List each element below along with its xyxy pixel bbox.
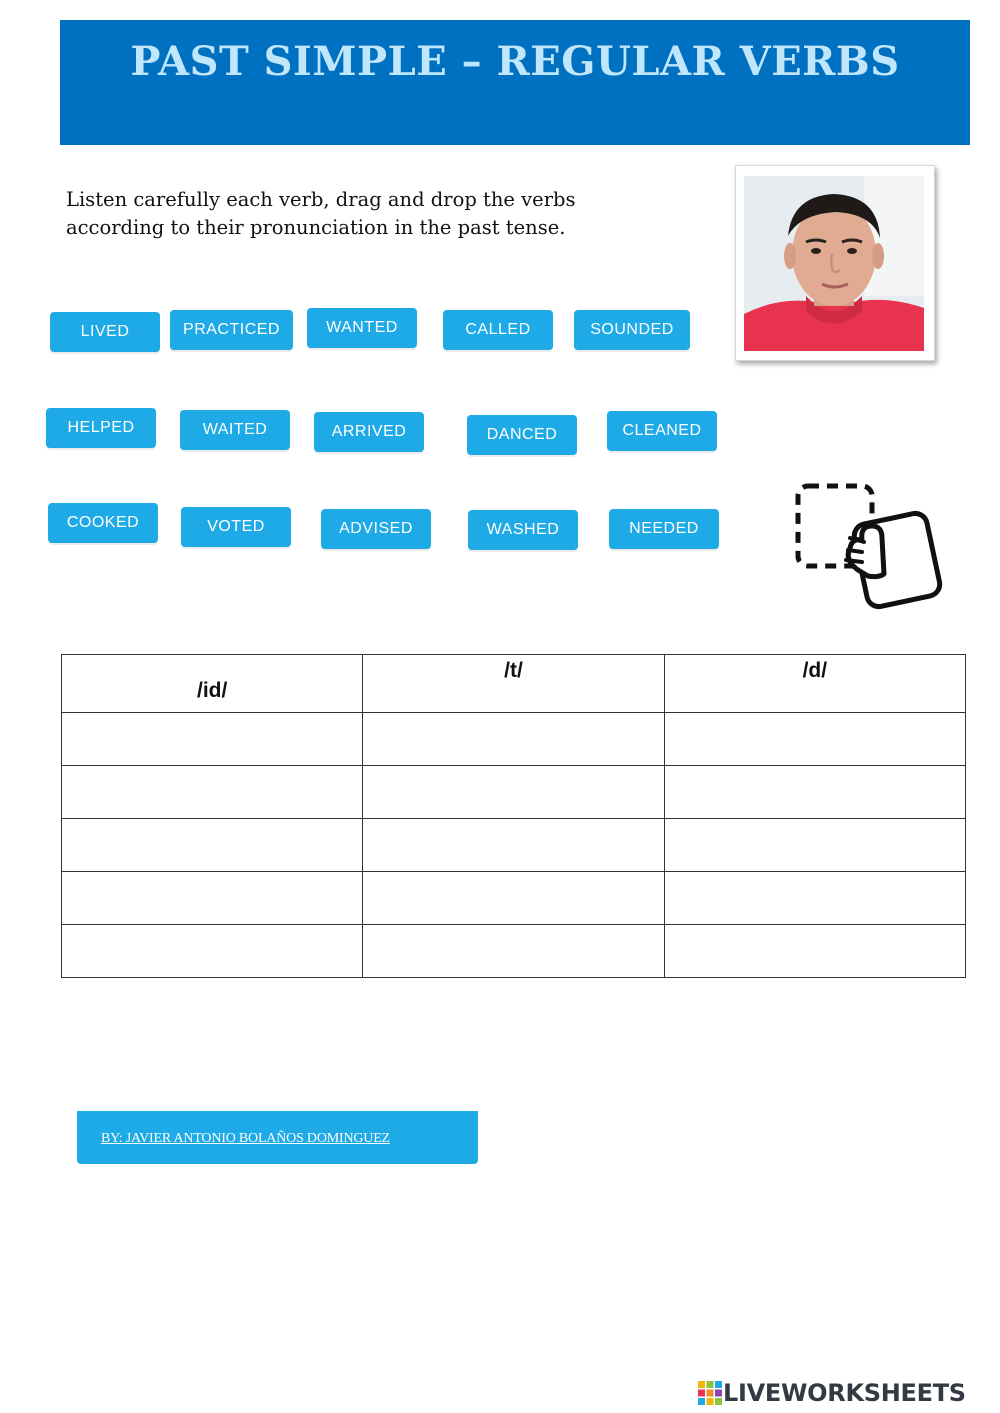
brand-footer	[697, 1378, 966, 1408]
page-title: PAST SIMPLE – REGULAR VERBS	[130, 38, 900, 85]
drop-zone-t[interactable]	[363, 925, 664, 978]
drag-drop-icon	[786, 478, 946, 610]
drop-zone-d[interactable]	[664, 713, 965, 766]
author-box	[77, 1111, 478, 1164]
drop-zone-id[interactable]	[62, 766, 363, 819]
table-row	[62, 713, 966, 766]
table-row	[62, 872, 966, 925]
drop-zone-d[interactable]	[664, 872, 965, 925]
table-row	[62, 766, 966, 819]
column-header-d: /d/	[664, 655, 965, 713]
brand-name: LIVEWORKSHEETS	[723, 1379, 966, 1407]
verb-chip[interactable]: LIVED	[50, 312, 160, 352]
verb-chip[interactable]: SOUNDED	[574, 310, 690, 350]
verb-chip[interactable]: VOTED	[181, 507, 291, 547]
verb-chip[interactable]: NEEDED	[609, 509, 719, 549]
drop-zone-id[interactable]	[62, 819, 363, 872]
drop-zone-t[interactable]	[363, 872, 664, 925]
instructions-line-2: according to their pronunciation in the past tense.	[66, 216, 566, 239]
instructions	[66, 186, 686, 242]
drop-zone-d[interactable]	[664, 819, 965, 872]
verb-chip[interactable]: CALLED	[443, 310, 553, 350]
liveworksheets-logo-icon	[697, 1380, 723, 1406]
table-header-row	[62, 655, 966, 713]
pronunciation-table	[61, 654, 966, 978]
verb-chip[interactable]: CLEANED	[607, 411, 717, 451]
verb-chip[interactable]: WANTED	[307, 308, 417, 348]
drop-zone-t[interactable]	[363, 713, 664, 766]
column-header-t: /t/	[363, 655, 664, 713]
header-banner	[60, 20, 970, 145]
verb-chip[interactable]: ARRIVED	[314, 412, 424, 452]
column-header-id: /id/	[62, 655, 363, 713]
drop-zone-id[interactable]	[62, 925, 363, 978]
verb-chip[interactable]: DANCED	[467, 415, 577, 455]
author-photo-frame	[735, 165, 935, 361]
table-row	[62, 925, 966, 978]
verb-chip[interactable]: PRACTICED	[170, 310, 293, 350]
verb-chip[interactable]: COOKED	[48, 503, 158, 543]
drop-zone-t[interactable]	[363, 819, 664, 872]
instructions-line-1: Listen carefully each verb, drag and drop the verbs	[66, 188, 576, 211]
drop-zone-id[interactable]	[62, 872, 363, 925]
verb-chip[interactable]: WASHED	[468, 510, 578, 550]
table-row	[62, 819, 966, 872]
author-link[interactable]: BY: JAVIER ANTONIO BOLAÑOS DOMINGUEZ	[101, 1131, 390, 1146]
author-photo	[744, 176, 924, 351]
verb-chip[interactable]: ADVISED	[321, 509, 431, 549]
drop-zone-d[interactable]	[664, 766, 965, 819]
drop-zone-id[interactable]	[62, 713, 363, 766]
verb-chip[interactable]: HELPED	[46, 408, 156, 448]
verb-chip[interactable]: WAITED	[180, 410, 290, 450]
drop-zone-d[interactable]	[664, 925, 965, 978]
drop-zone-t[interactable]	[363, 766, 664, 819]
